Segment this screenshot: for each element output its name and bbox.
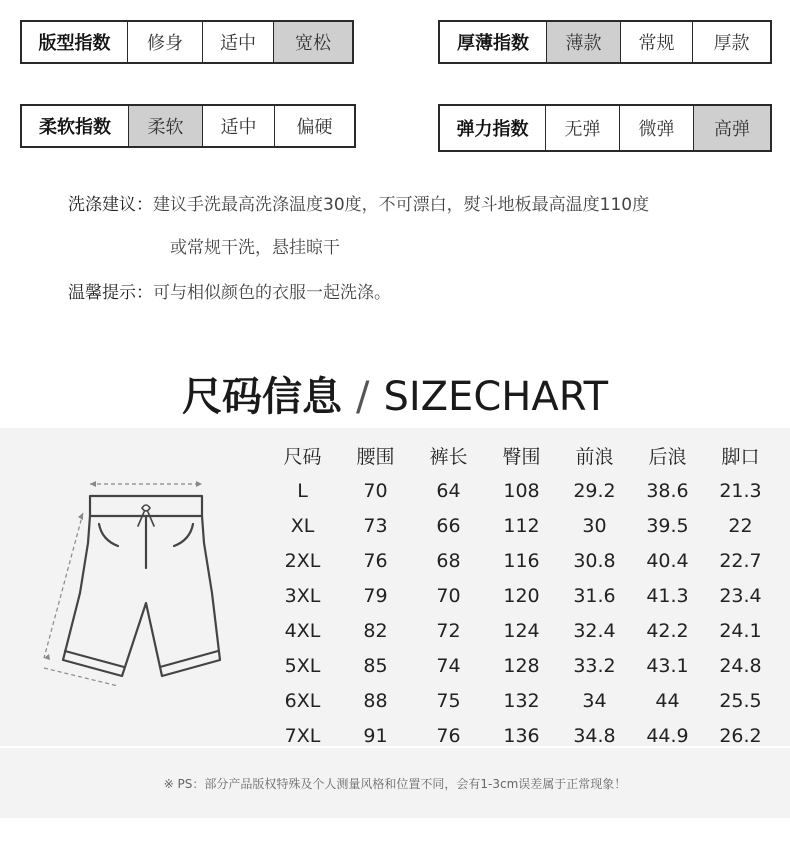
table-cell: 2XL [284,549,321,572]
table-row [266,508,777,543]
fit-option-regular: 适中 [202,22,273,62]
table-row [266,613,777,648]
header-front-rise: 前浪 [575,445,614,468]
elasticity-option-high: 高弹 [693,106,770,150]
header-length: 裤长 [429,445,468,468]
wash-advice [68,190,649,215]
size-table-header [266,437,777,473]
table-row [266,578,777,613]
table-cell: 116 [503,549,540,572]
wash-advice-label: 洗涤建议： [68,195,153,215]
size-chart-title-en: SIZECHART [383,374,609,420]
header-hip: 臀围 [502,445,541,468]
table-cell: 29.2 [573,479,616,502]
header-leg-opening: 脚口 [721,445,760,468]
header-size: 尺码 [283,445,322,468]
table-cell: 70 [363,479,388,502]
table-cell: 88 [363,689,388,712]
table-cell: 24.1 [719,619,762,642]
table-cell: 136 [503,724,540,747]
shorts-outline [63,516,220,676]
table-cell: 75 [436,689,461,712]
table-row [266,543,777,578]
thickness-index [438,20,772,64]
waistband [90,496,202,516]
table-cell: 22 [728,514,753,537]
warm-tip-label: 温馨提示： [68,283,153,303]
table-cell: 30 [582,514,607,537]
table-cell: 5XL [284,654,321,677]
elasticity-option-none: 无弹 [545,106,619,150]
table-cell: 74 [436,654,461,677]
table-row [266,648,777,683]
size-chart-title [0,365,790,422]
wash-advice-text: 建议手洗最高洗涤温度30度，不可漂白，熨斗地板最高温度110度 [153,195,650,215]
table-cell: 40.4 [646,549,689,572]
table-cell: 79 [363,584,388,607]
left-pocket [99,524,118,546]
table-cell: 38.6 [646,479,689,502]
table-cell: 112 [503,514,540,537]
table-cell: 31.6 [573,584,616,607]
softness-option-stiff: 偏硬 [274,106,354,146]
table-cell: 3XL [284,584,321,607]
thickness-option-thick: 厚款 [692,22,770,62]
right-pocket [174,524,193,546]
table-cell: 108 [503,479,540,502]
table-cell: 76 [436,724,461,747]
table-row [266,473,777,508]
table-cell: 72 [436,619,461,642]
shorts-diagram [28,468,258,688]
thickness-option-thin: 薄款 [546,22,620,62]
table-cell: L [297,479,308,502]
fit-option-slim: 修身 [127,22,202,62]
table-cell: 85 [363,654,388,677]
table-cell: 41.3 [646,584,689,607]
softness-index [20,104,356,148]
softness-option-soft: 柔软 [128,106,202,146]
hem-measure-line [44,668,118,686]
table-cell: 39.5 [646,514,689,537]
table-cell: 26.2 [719,724,762,747]
table-cell: 124 [503,619,540,642]
left-hem-line [65,651,124,667]
table-cell: 34.8 [573,724,616,747]
table-cell: 66 [436,514,461,537]
table-cell: 34 [582,689,607,712]
elasticity-index [438,104,772,152]
footer-note: ※ PS：部分产品版权特殊及个人测量风格和位置不同，会有1-3cm误差属于正常现象！ [163,776,627,791]
table-cell: 4XL [284,619,321,642]
table-cell: 22.7 [719,549,762,572]
title-separator: / [355,374,370,420]
table-cell: 82 [363,619,388,642]
table-cell: 64 [436,479,461,502]
table-cell: 21.3 [719,479,762,502]
softness-index-title: 柔软指数 [39,117,111,138]
elasticity-index-title: 弹力指数 [456,119,529,140]
table-cell: 30.8 [573,549,616,572]
table-cell: 24.8 [719,654,762,677]
table-cell: 132 [503,689,540,712]
table-cell: 7XL [284,724,321,747]
table-cell: 43.1 [646,654,689,677]
length-measure-line [44,513,83,658]
table-row [266,718,777,753]
fit-index-title: 版型指数 [38,33,111,54]
table-cell: 23.4 [719,584,762,607]
table-cell: 32.4 [573,619,616,642]
warm-tip-text: 可与相似颜色的衣服一起洗涤。 [153,283,391,303]
wash-advice-continued: 或常规干洗，悬挂晾干 [170,238,340,258]
fit-index [20,20,354,64]
table-cell: 6XL [284,689,321,712]
right-hem-line [160,651,218,667]
table-row [266,683,777,718]
table-cell: 25.5 [719,689,762,712]
table-cell: 70 [436,584,461,607]
softness-option-medium: 适中 [202,106,274,146]
fit-option-loose: 宽松 [273,22,352,62]
size-table [266,437,777,753]
header-waist: 腰围 [356,445,395,468]
warm-tip [68,278,391,303]
table-cell: 120 [503,584,540,607]
table-cell: 91 [363,724,388,747]
table-cell: 42.2 [646,619,689,642]
table-cell: 44.9 [646,724,689,747]
table-cell: 128 [503,654,540,677]
thickness-index-title: 厚薄指数 [457,33,529,54]
size-chart-title-zh: 尺码信息 [181,374,342,420]
table-cell: 33.2 [573,654,616,677]
table-cell: 76 [363,549,388,572]
thickness-option-regular: 常规 [620,22,692,62]
table-cell: XL [290,514,315,537]
table-cell: 44 [655,689,680,712]
footer-panel [0,748,790,818]
table-cell: 73 [363,514,388,537]
table-cell: 68 [436,549,461,572]
elasticity-option-slight: 微弹 [619,106,693,150]
header-back-rise: 后浪 [648,445,687,468]
